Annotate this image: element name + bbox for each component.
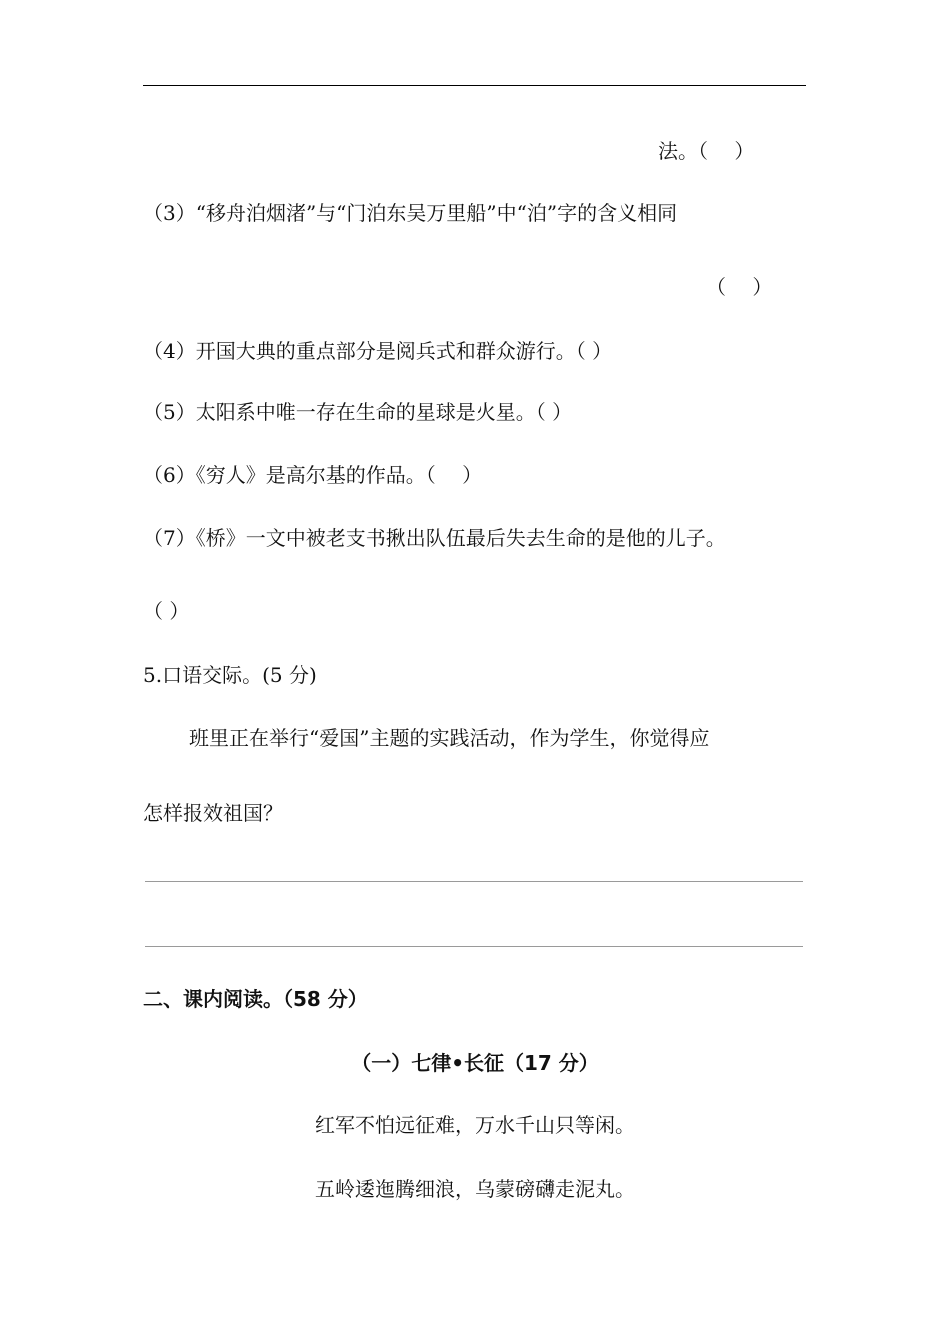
poem-title: （一）七律•长征（17 分） <box>351 1051 599 1075</box>
poem-line-2: 五岭逶迤腾细浪，乌蒙磅礴走泥丸。 <box>315 1177 635 1201</box>
answer-line-2[interactable] <box>145 946 803 947</box>
question-5: （5）太阳系中唯一存在生命的星球是火星。（ ） <box>143 400 573 424</box>
question-4: （4）开国大典的重点部分是阅兵式和群众游行。（ ） <box>143 339 613 363</box>
question-6: （6）《穷人》是高尔基的作品。（ ） <box>143 463 483 487</box>
section-5-prompt-line-1: 班里正在举行“爱国”主题的实践活动，作为学生，你觉得应 <box>189 726 710 750</box>
continued-question-end: 法。（ ） <box>658 139 755 163</box>
answer-line-1[interactable] <box>145 881 803 882</box>
section-5-prompt-line-2: 怎样报效祖国？ <box>143 801 283 825</box>
section-5-title: 5.口语交际。(5 分) <box>143 663 317 687</box>
header-rule <box>143 85 806 86</box>
poem-line-1: 红军不怕远征难，万水千山只等闲。 <box>315 1113 635 1137</box>
section-2-title: 二、课内阅读。（58 分） <box>143 987 368 1011</box>
question-7-answer-paren: （ ） <box>143 599 190 623</box>
question-3-answer-paren: （ ） <box>706 275 773 299</box>
question-7: （7）《桥》一文中被老支书揪出队伍最后失去生命的是他的儿子。 <box>143 526 726 550</box>
question-3: （3）“移舟泊烟渚”与“门泊东吴万里船”中“泊”字的含义相同 <box>143 201 678 225</box>
